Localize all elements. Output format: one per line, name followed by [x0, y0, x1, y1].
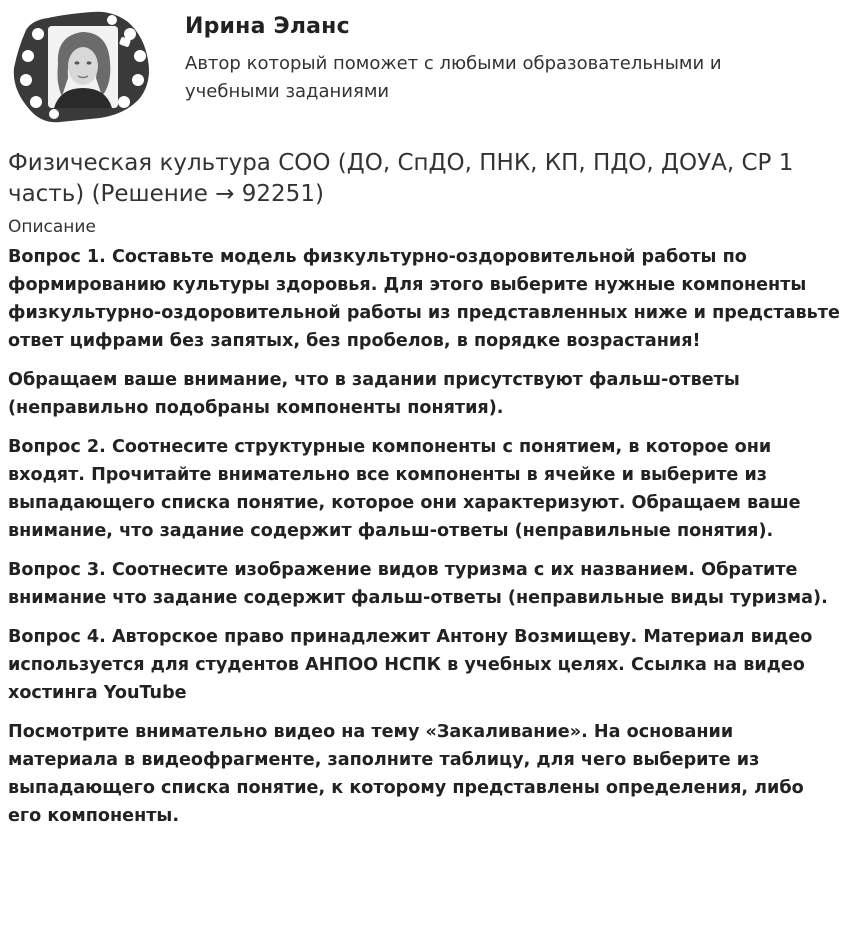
description-content — [8, 243, 841, 841]
description-label: Описание — [8, 217, 96, 237]
question-3-text: Вопрос 3. Соотнесите изображение видов туризма с их названием. Обратите внимание что задание содержит фальш-ответы (неправильные виды туризма). — [8, 560, 828, 608]
document-title: Физическая культура СОО (ДО, СпДО, ПНК, КП, ПДО, ДОУА, СР 1 часть) (Решение → 92251) — [8, 150, 794, 207]
question-2-text: Вопрос 2. Соотнесите структурные компоненты с понятием, в которое они входят. Прочитайте внимательно все компоненты в ячейке и выберите из выпадающего списка понятие, которое они характеризуют. Обращаем ваше внимание, что задание содержит фальш-ответы (неправильные понятия). — [8, 437, 801, 541]
author-avatar[interactable] — [8, 8, 153, 126]
author-card — [8, 8, 839, 128]
video-task-text: Посмотрите внимательно видео на тему «Закаливание». На основании материала в видеофрагменте, заполните таблицу, для чего выберите из выпадающего списка понятие, к которому представлены определения, либо его компоненты. — [8, 722, 804, 826]
question-4-text: Вопрос 4. Авторское право принадлежит Антону Возмищеву. Материал видео используется для студентов АНПОО НСПК в учебных целях. Ссылка на видео хостинга YouTube — [8, 627, 813, 703]
author-bio: Автор который поможет с любыми образовательными и учебными заданиями — [185, 53, 722, 102]
author-name[interactable]: Ирина Эланс — [185, 14, 350, 39]
notice-text: Обращаем ваше внимание, что в задании присутствуют фальш-ответы (неправильно подобраны компоненты понятия). — [8, 370, 740, 418]
question-1-text: Вопрос 1. Составьте модель физкультурно-оздоровительной работы по формированию культуры здоровья. Для этого выберите нужные компоненты физкультурно-оздоровительной работы из представленных ниже и представьте ответ цифрами без запятых, без пробелов, в порядке возрастания! — [8, 247, 840, 351]
avatar-filmstrip-frame — [8, 8, 153, 126]
